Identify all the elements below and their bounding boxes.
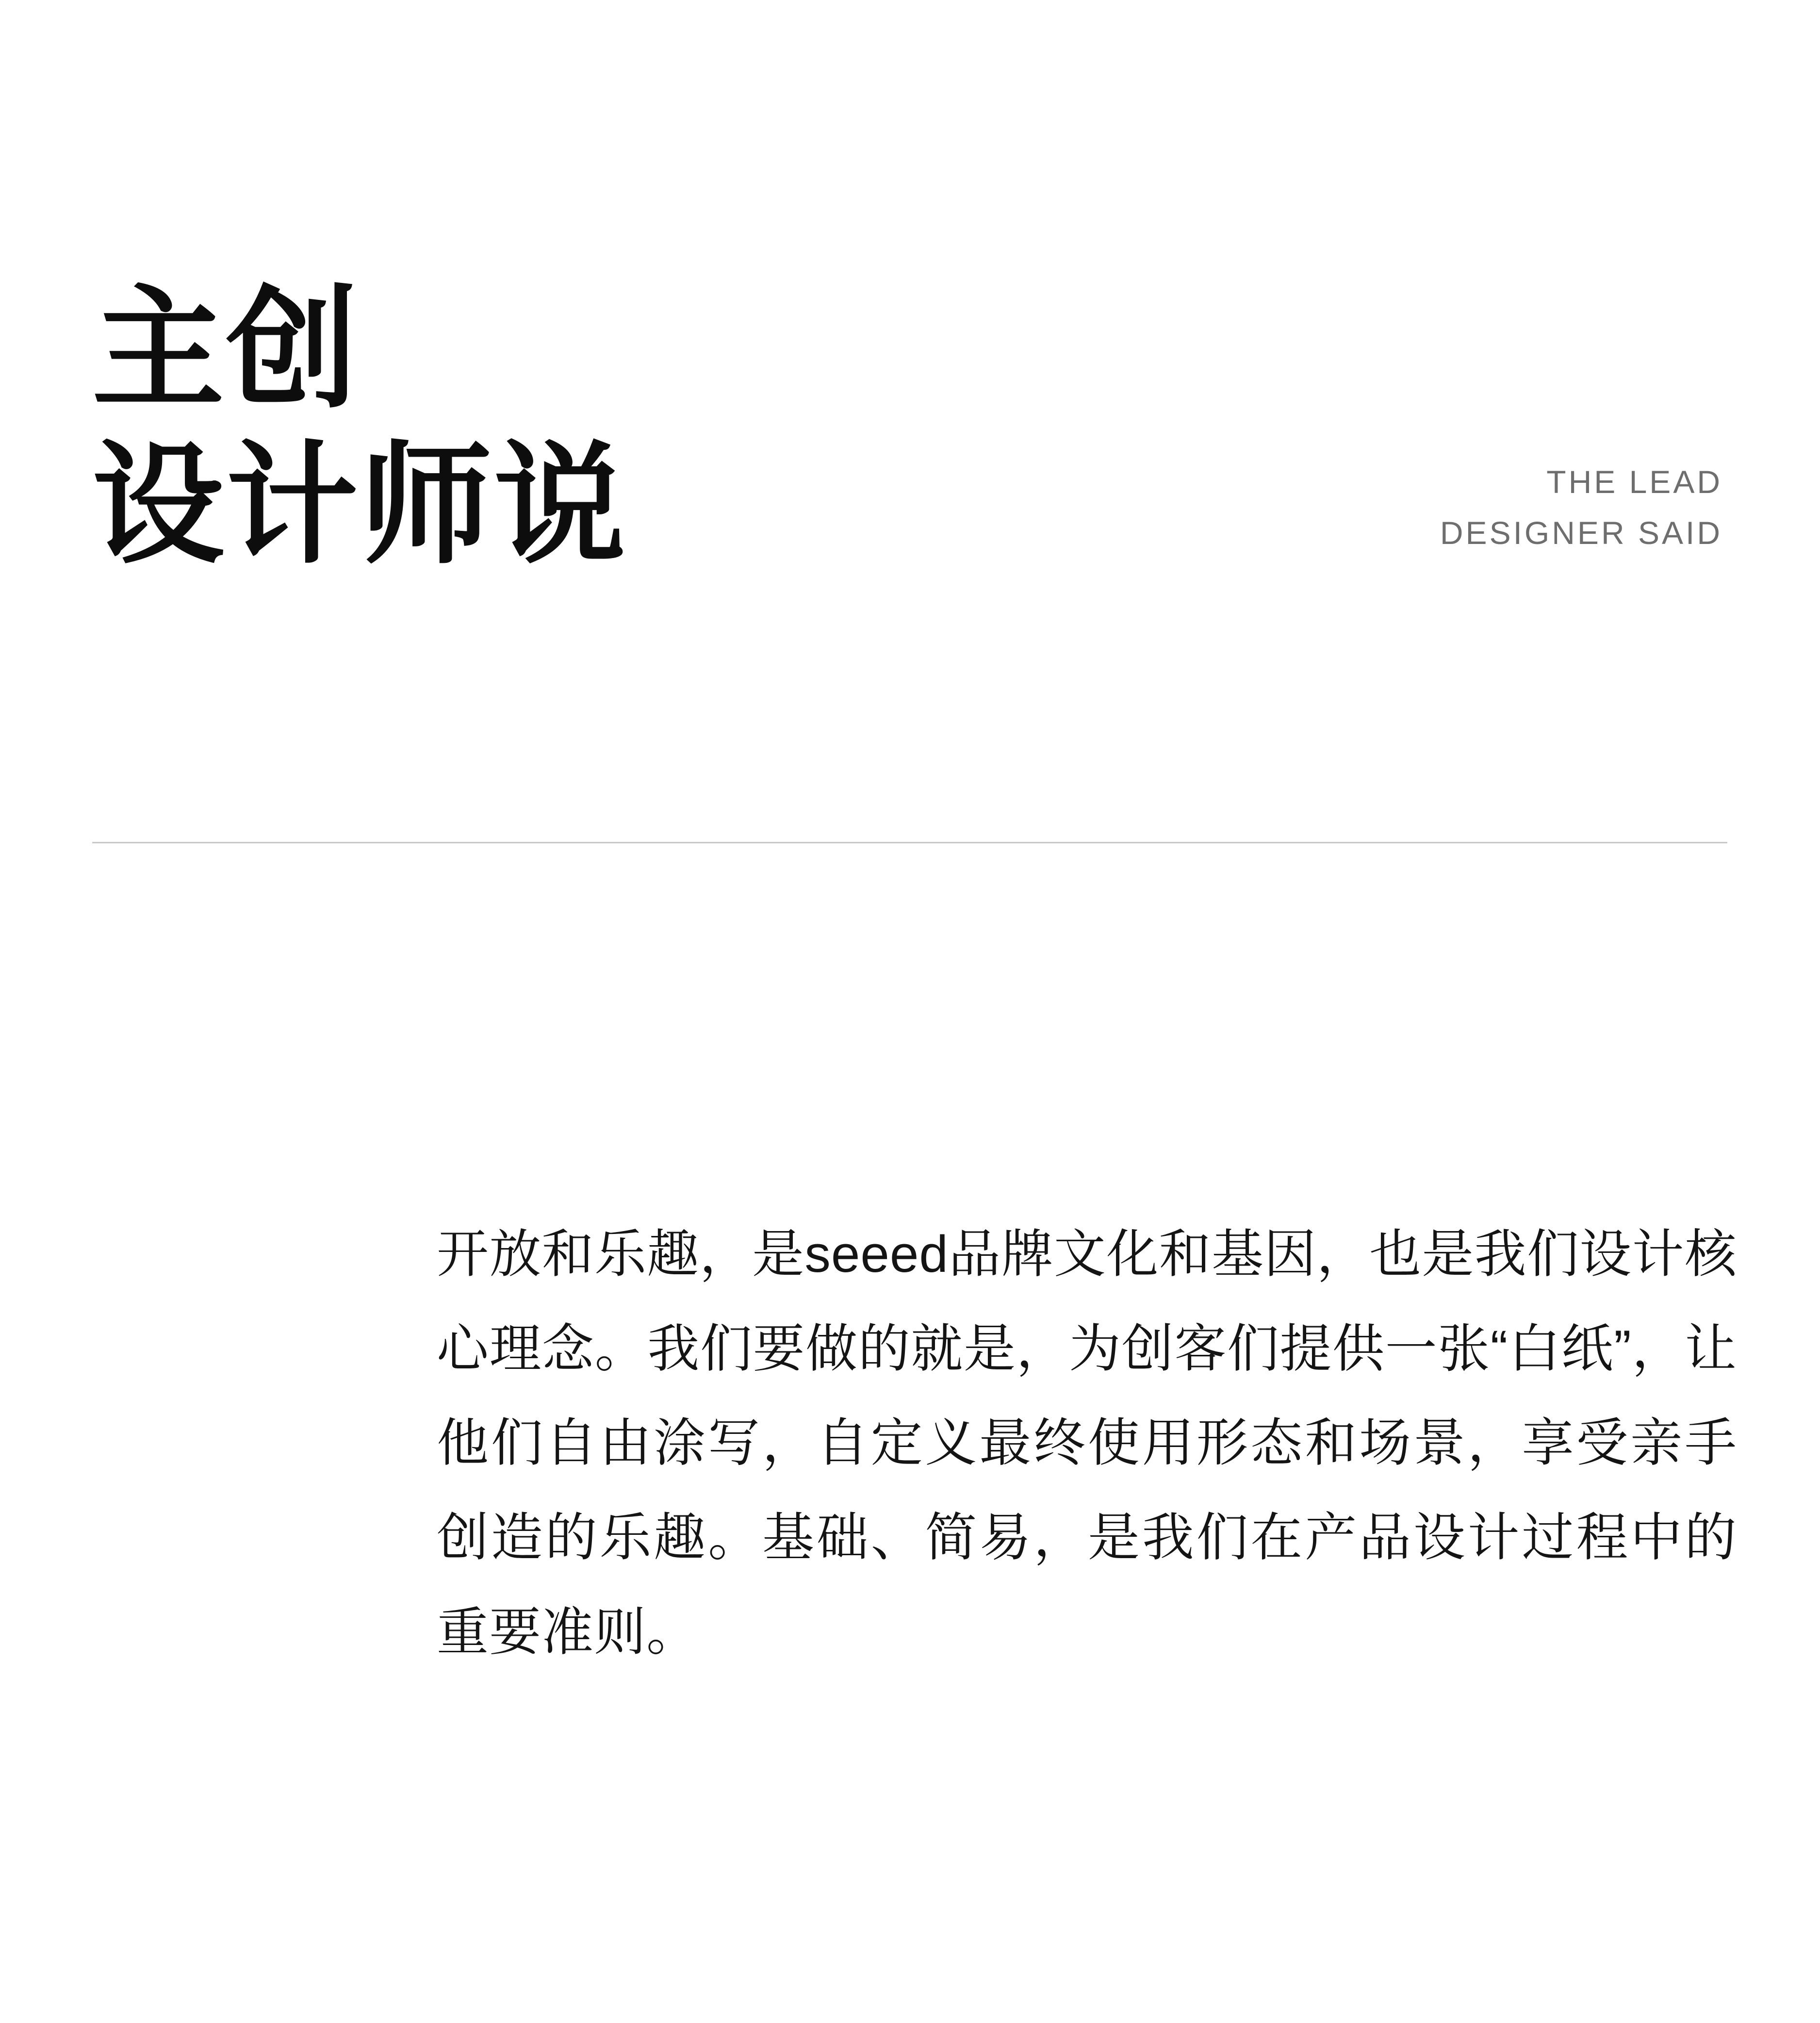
page-title [92,272,628,583]
page-subtitle-line-1: THE LEAD [1546,464,1722,500]
page-header [92,272,1727,583]
page-title-line-2: 设计师说 [92,431,628,579]
title-row [92,272,1727,583]
page-subtitle-line-2: DESIGNER SAID [1440,514,1722,551]
body-section [437,1155,1737,1731]
body-paragraph: 开放和乐趣，是seeed品牌文化和基因，也是我们设计核心理念。我们要做的就是，为创客们提供一张“白纸”，让他们自由涂写，自定义最终使用形态和场景，享受亲手创造的乐趣。基础、简易，是我们在产品设计过程中的重要准则。 [437,1225,1737,1661]
page-subtitle [1440,457,1727,583]
header-divider [92,842,1727,843]
page-title-line-1: 主创 [92,276,360,423]
